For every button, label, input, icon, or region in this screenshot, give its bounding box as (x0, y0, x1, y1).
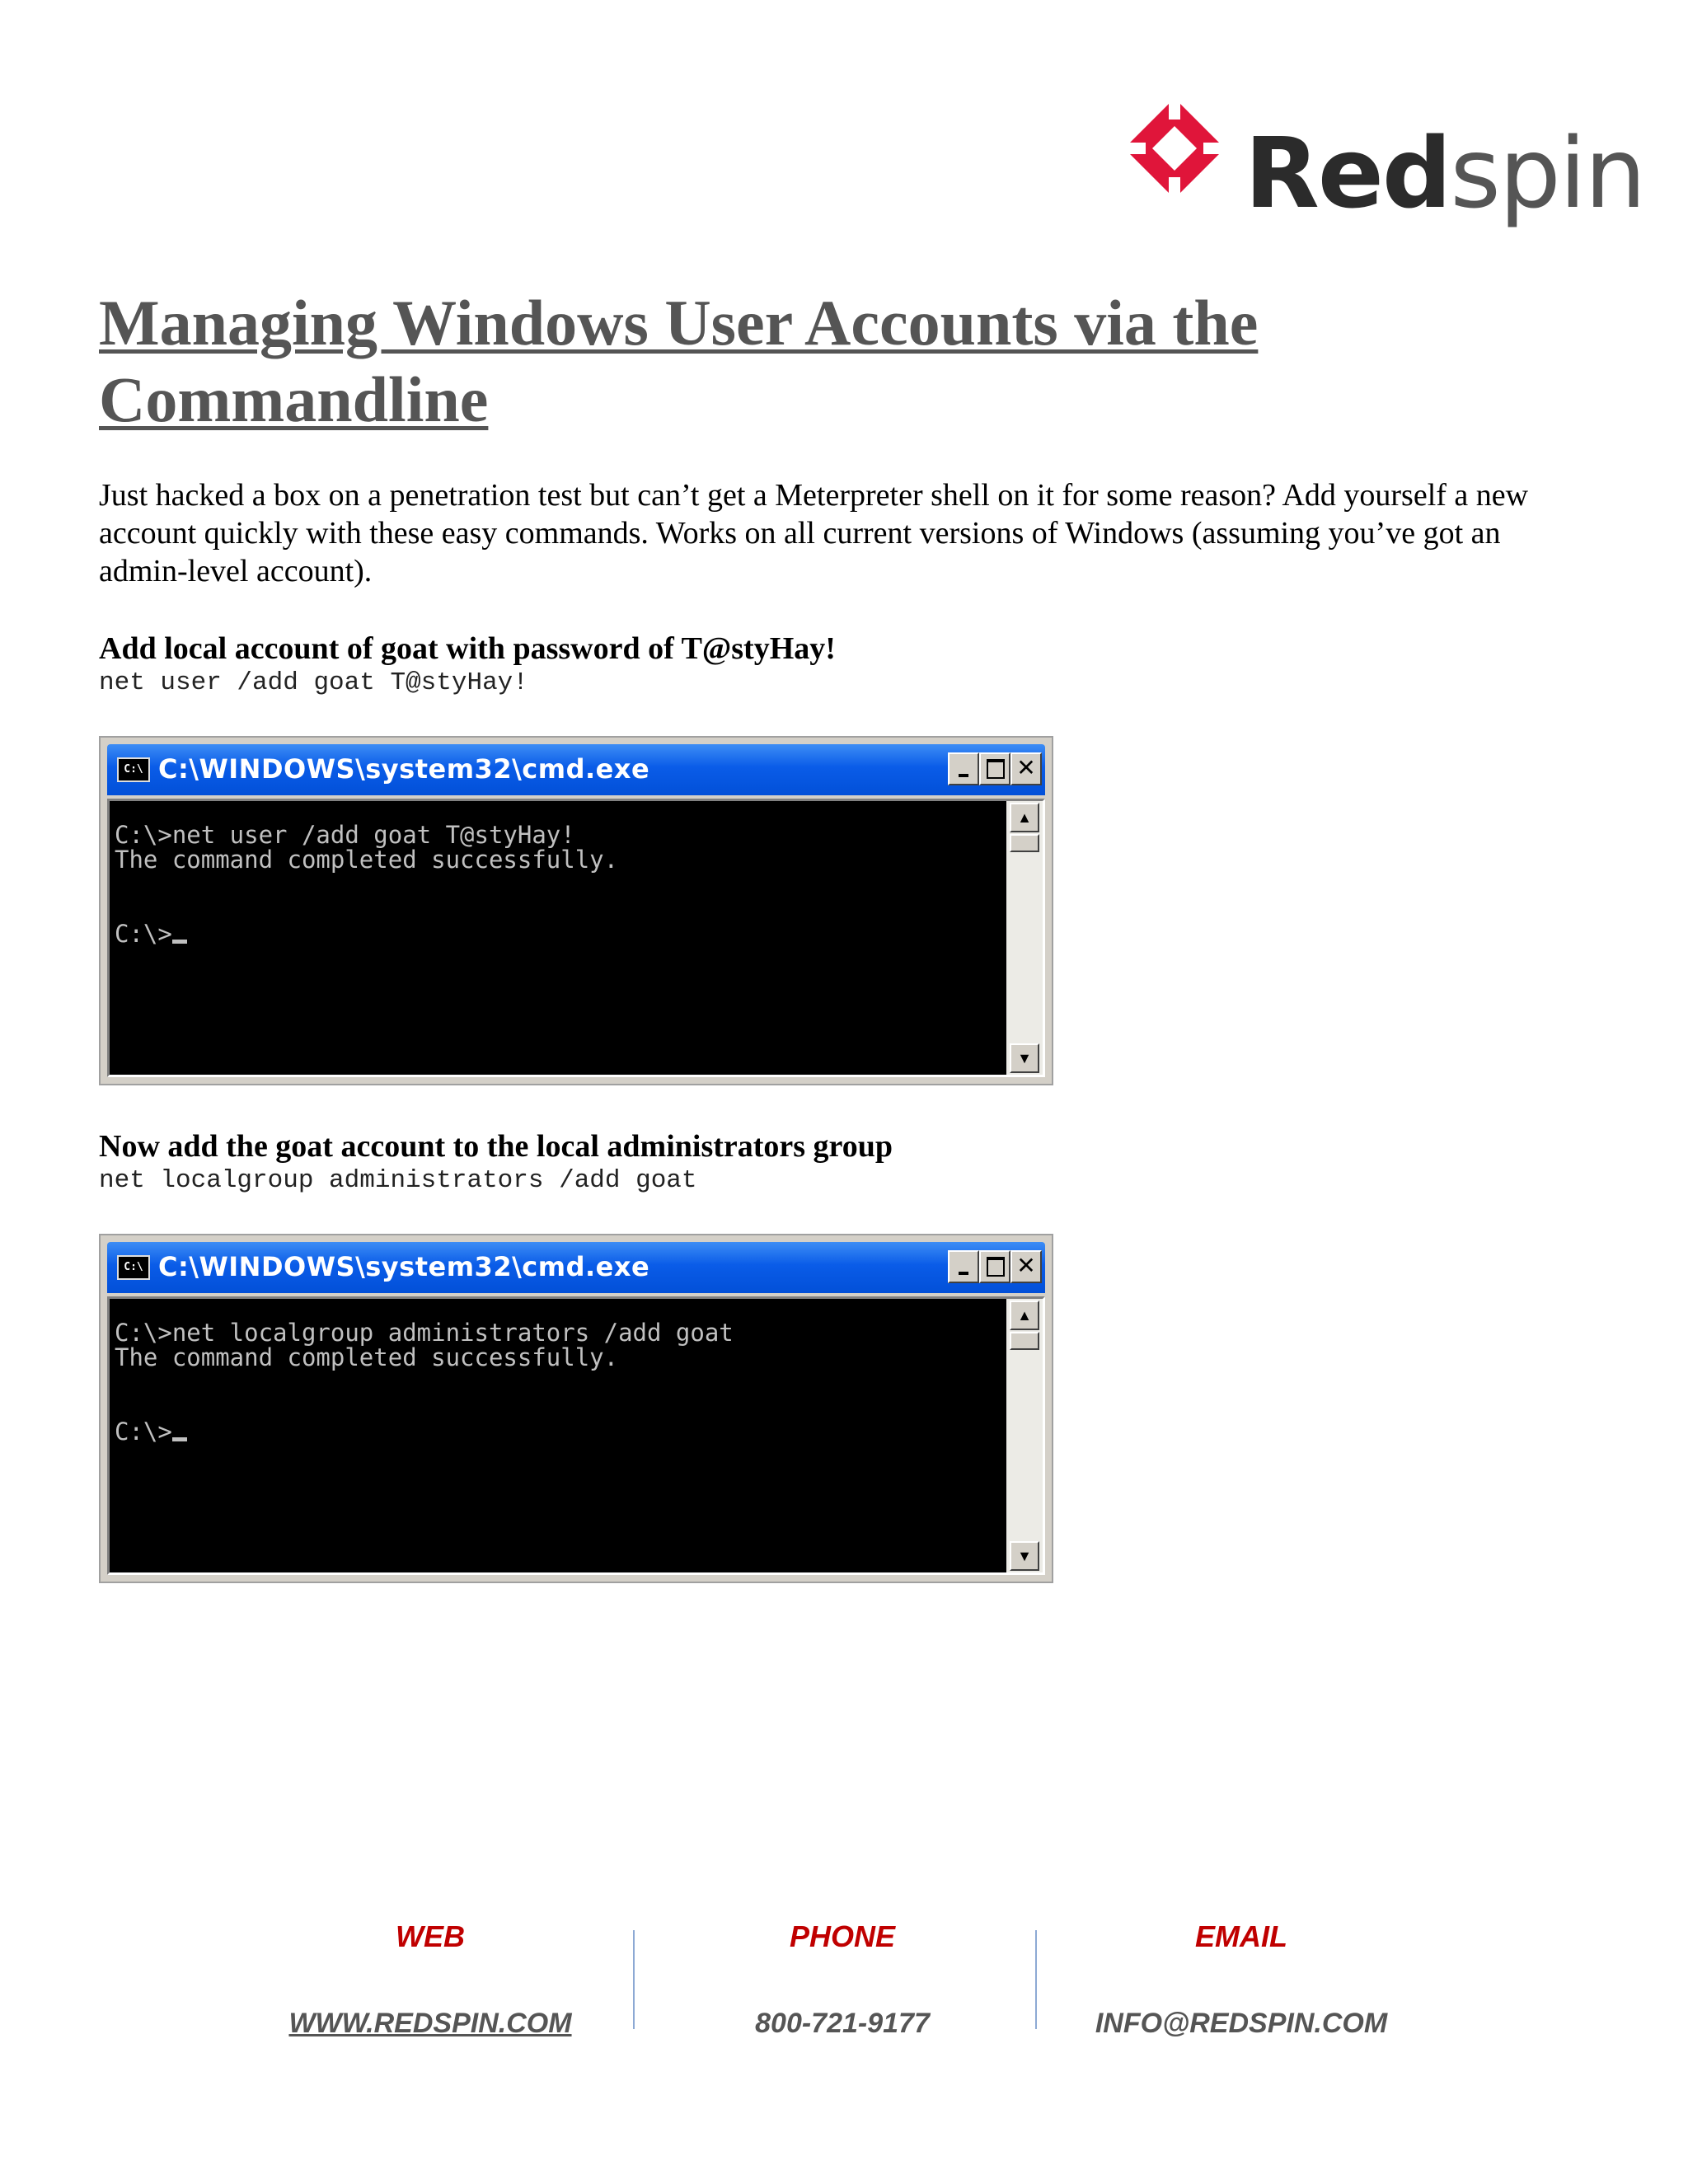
cursor (172, 1437, 187, 1441)
console-output[interactable] (107, 799, 1045, 1077)
footer-divider (633, 1930, 635, 2029)
maximize-button[interactable] (979, 752, 1010, 785)
scroll-up-button[interactable]: ▲ (1010, 1301, 1039, 1330)
step-1-command: net user /add goat T@styHay! (99, 668, 528, 697)
console-prompt: C:\> (115, 1418, 172, 1446)
console-output[interactable] (107, 1296, 1045, 1575)
scroll-down-button[interactable]: ▼ (1010, 1043, 1039, 1073)
footer-phone-label: PHONE (789, 1919, 896, 1953)
redspin-wordmark (1245, 116, 1645, 230)
scroll-thumb[interactable] (1010, 834, 1039, 852)
minimize-button[interactable] (948, 1250, 979, 1283)
footer-divider (1035, 1930, 1037, 2029)
footer-email-value[interactable]: INFO@REDSPIN.COM (1095, 2008, 1388, 2039)
console-line-result: The command completed successfully. (115, 846, 619, 874)
vertical-scrollbar[interactable] (1006, 801, 1043, 1075)
redspin-mark-icon (1121, 95, 1228, 202)
intro-paragraph: Just hacked a box on a penetration test but can’t get a Meterpreter shell on it for some reason? Add yourself a new account quickly with these easy commands. Works on all current versions of Windows (assuming you’ve got an admin-level account). (99, 478, 1529, 588)
redspin-logo (1121, 95, 1645, 251)
window-title: C:\WINDOWS\system32\cmd.exe (158, 1251, 650, 1282)
step-2-command: net localgroup administrators /add goat (99, 1166, 697, 1195)
footer-web-label: WEB (396, 1919, 465, 1953)
console-prompt: C:\> (115, 920, 172, 948)
footer-web-link[interactable]: WWW.REDSPIN.COM (288, 2008, 572, 2039)
footer-email-label: EMAIL (1195, 1919, 1287, 1953)
close-icon: ✕ (1016, 754, 1036, 781)
cursor (172, 940, 187, 944)
logo-spin-text: spin (1450, 116, 1645, 230)
scroll-down-button[interactable]: ▼ (1010, 1541, 1039, 1571)
step-1-heading: Add local account of goat with password of T@styHay! (99, 631, 836, 666)
page-title: Managing Windows User Accounts via the Commandline (99, 287, 1259, 435)
vertical-scrollbar[interactable] (1006, 1299, 1043, 1572)
close-button[interactable] (1010, 1250, 1042, 1283)
console-line-command: C:\>net localgroup administrators /add goat (115, 1319, 734, 1347)
step-2-heading: Now add the goat account to the local administrators group (99, 1129, 893, 1164)
scroll-up-button[interactable]: ▲ (1010, 803, 1039, 832)
cmd-titlebar (107, 744, 1045, 795)
window-title: C:\WINDOWS\system32\cmd.exe (158, 753, 650, 785)
close-button[interactable] (1010, 752, 1042, 785)
console-icon: C:\ (117, 1255, 150, 1280)
console-text (115, 823, 1001, 946)
console-line-result: The command completed successfully. (115, 1343, 619, 1371)
close-icon: ✕ (1016, 1252, 1036, 1279)
cmd-window-2 (99, 1234, 1053, 1583)
maximize-button[interactable] (979, 1250, 1010, 1283)
console-line-command: C:\>net user /add goat T@styHay! (115, 821, 575, 849)
footer-phone-value: 800-721-9177 (755, 2008, 930, 2039)
logo-red-text: Red (1245, 116, 1451, 230)
console-icon: C:\ (117, 757, 150, 782)
scroll-thumb[interactable] (1010, 1332, 1039, 1350)
cmd-window-1 (99, 736, 1053, 1085)
cmd-titlebar (107, 1242, 1045, 1293)
console-text (115, 1320, 1001, 1444)
minimize-button[interactable] (948, 752, 979, 785)
